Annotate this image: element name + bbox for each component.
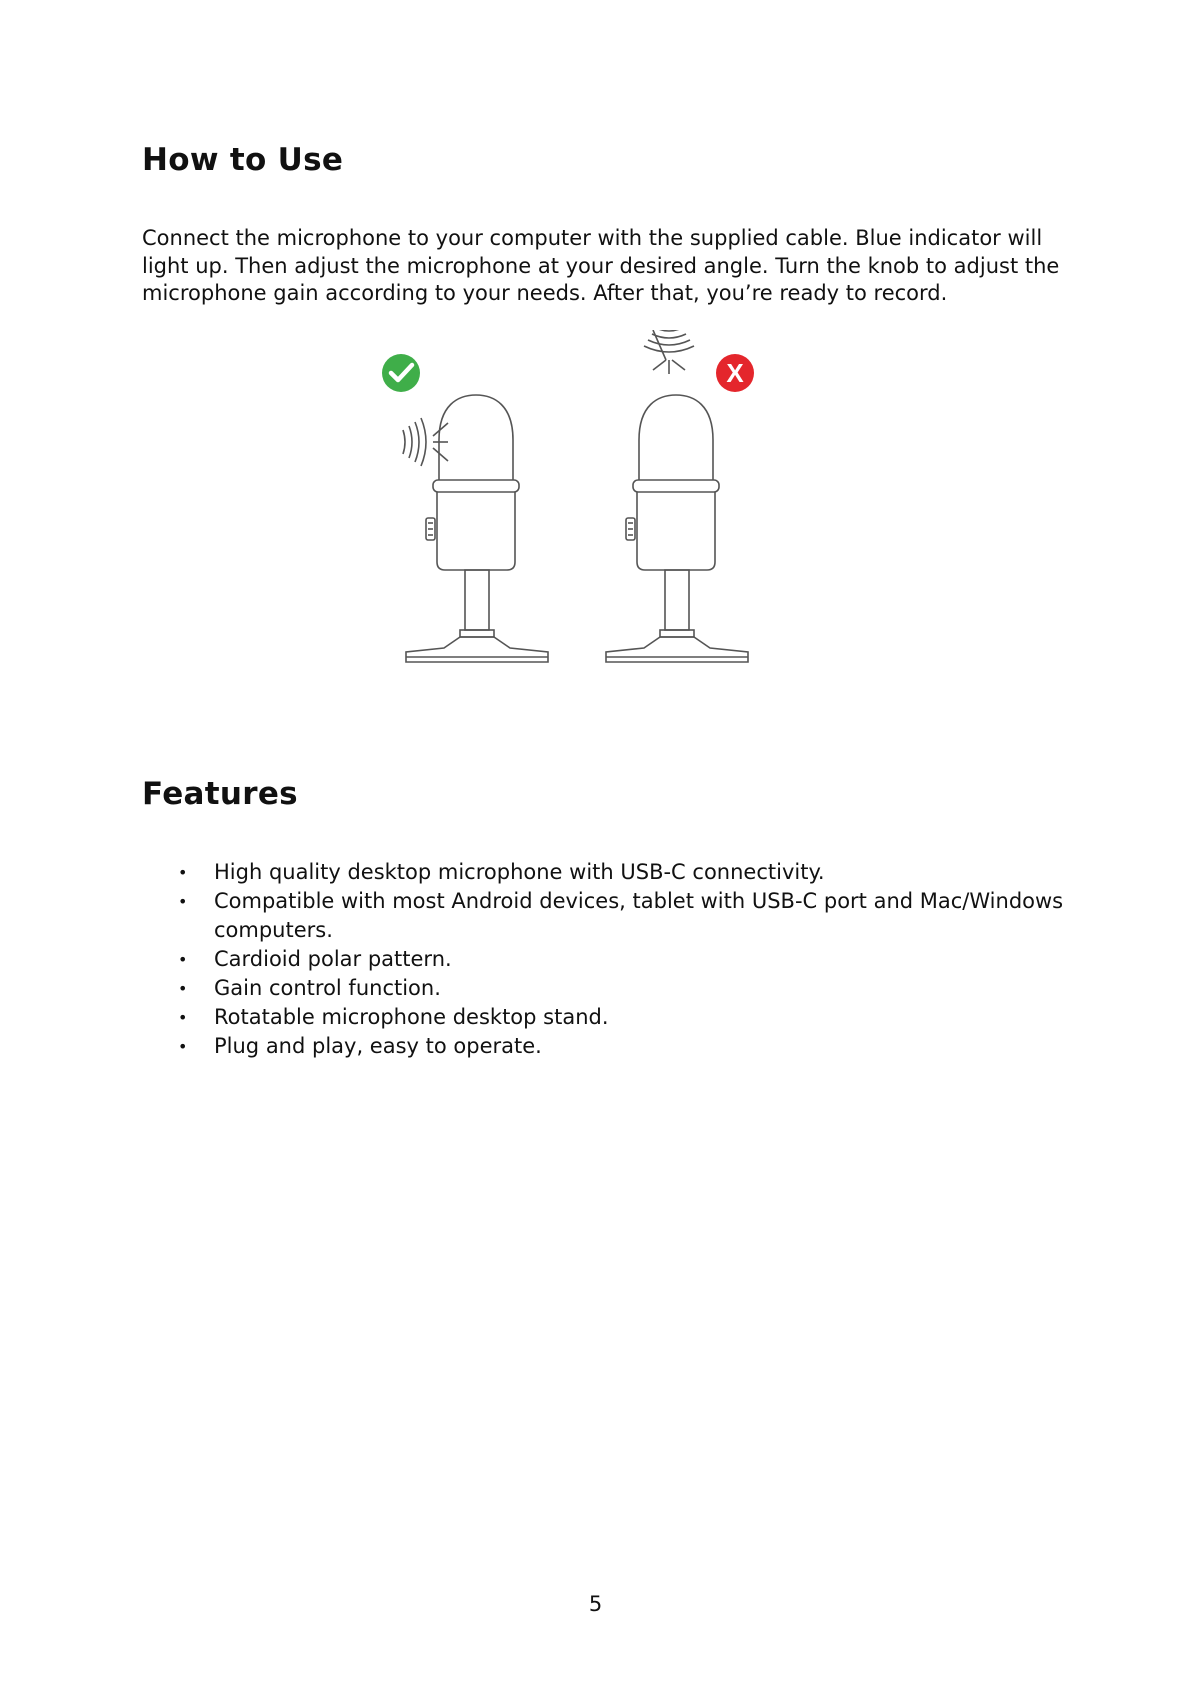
features-heading: Features <box>142 776 298 812</box>
check-circle-icon <box>382 354 420 392</box>
list-item <box>142 1003 1072 1032</box>
list-item <box>142 945 1072 974</box>
feature-text: Plug and play, easy to operate. <box>214 1034 542 1058</box>
microphone-incorrect-icon <box>606 395 748 662</box>
list-item <box>142 858 1072 887</box>
top-sound-waves-icon <box>644 330 694 374</box>
feature-text: Compatible with most Android devices, tablet with USB-C port and Mac/Windows computers. <box>214 889 1064 942</box>
feature-text: High quality desktop microphone with USB-C connectivity. <box>214 860 825 884</box>
microphone-correct-icon <box>406 395 548 662</box>
feature-text: Rotatable microphone desktop stand. <box>214 1005 609 1029</box>
features-list <box>142 858 1072 1061</box>
bullet: • <box>178 892 188 911</box>
feature-text: Cardioid polar pattern. <box>214 947 452 971</box>
how-to-use-paragraph: Connect the microphone to your computer with the supplied cable. Blue indicator will light up. Then adjust the microphone at your desired angle. Turn the knob to adjust the microphone gain according to your needs. After that, you’re ready to record. <box>142 226 1060 305</box>
microphone-illustration <box>370 330 830 700</box>
list-item <box>142 887 1072 945</box>
feature-text: Gain control function. <box>214 976 441 1000</box>
list-item <box>142 974 1072 1003</box>
x-label: X <box>726 358 744 388</box>
bullet: • <box>178 979 188 998</box>
bullet: • <box>178 1037 188 1056</box>
list-item <box>142 1032 1072 1061</box>
x-circle-icon <box>716 354 754 392</box>
how-to-use-heading: How to Use <box>142 142 344 178</box>
microphone-orientation-figure <box>370 330 830 700</box>
page-number: 5 <box>588 1592 603 1616</box>
bullet: • <box>178 950 188 969</box>
bullet: • <box>178 863 188 882</box>
side-sound-waves-icon <box>403 418 448 466</box>
bullet: • <box>178 1008 188 1027</box>
